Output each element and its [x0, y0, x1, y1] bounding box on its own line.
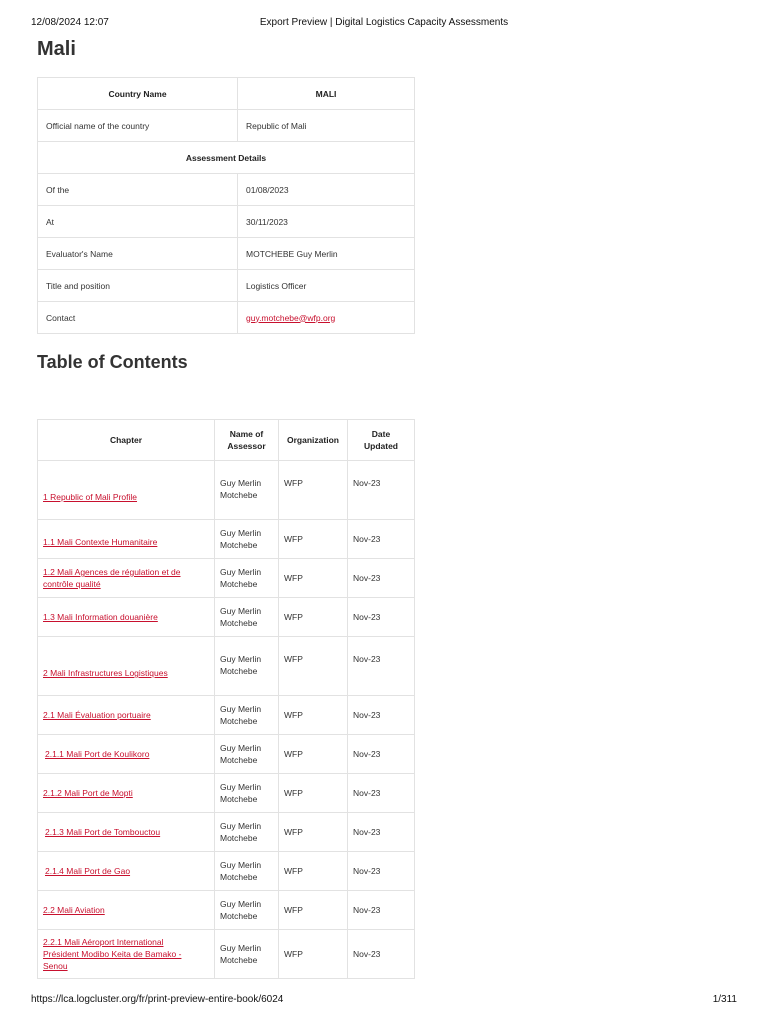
organization-cell: WFP	[279, 852, 348, 891]
chapter-link[interactable]: 2.1.1 Mali Port de Koulikoro	[45, 749, 150, 759]
assessor-line2: Motchebe	[220, 794, 258, 804]
table-row	[38, 206, 415, 238]
assessor-line1: Guy Merlin	[220, 782, 262, 792]
assessor-line2: Motchebe	[220, 716, 258, 726]
assessor-line2: Motchebe	[220, 540, 258, 550]
table-row	[38, 637, 415, 696]
organization-cell: WFP	[279, 637, 348, 696]
chapter-cell	[38, 930, 215, 979]
organization-cell: WFP	[279, 520, 348, 559]
country-name-label: Country Name	[38, 78, 238, 110]
assessor-line1: Guy Merlin	[220, 704, 262, 714]
assessor-line2: Motchebe	[220, 618, 258, 628]
assessor-cell	[215, 891, 279, 930]
table-row	[38, 78, 415, 110]
organization-cell: WFP	[279, 774, 348, 813]
organization-cell: WFP	[279, 696, 348, 735]
organization-cell: WFP	[279, 598, 348, 637]
chapter-cell	[38, 852, 215, 891]
assessor-line1: Guy Merlin	[220, 943, 262, 953]
organization-cell: WFP	[279, 891, 348, 930]
chapter-line2: contrôle qualité	[43, 579, 101, 589]
organization-cell: WFP	[279, 813, 348, 852]
organization-cell: WFP	[279, 930, 348, 979]
print-datetime: 12/08/2024 12:07	[31, 17, 109, 28]
date-cell: Nov-23	[348, 559, 415, 598]
start-date-value: 01/08/2023	[238, 174, 415, 206]
contact-cell	[238, 302, 415, 334]
assessor-cell	[215, 813, 279, 852]
chapter-link[interactable]: 2.1.4 Mali Port de Gao	[45, 866, 131, 876]
date-cell: Nov-23	[348, 852, 415, 891]
table-row	[38, 238, 415, 270]
date-cell: Nov-23	[348, 774, 415, 813]
contact-label: Contact	[38, 302, 238, 334]
assessor-cell	[215, 735, 279, 774]
assessor-line1: Guy Merlin	[220, 899, 262, 909]
country-name-value: MALI	[238, 78, 415, 110]
table-row	[38, 110, 415, 142]
country-title: Mali	[37, 38, 76, 60]
table-row	[38, 598, 415, 637]
table-row	[38, 520, 415, 559]
assessor-line1: Guy Merlin	[220, 821, 262, 831]
table-row	[38, 813, 415, 852]
chapter-cell	[38, 559, 215, 598]
chapter-link[interactable]: 1.1 Mali Contexte Humanitaire	[43, 537, 158, 547]
chapter-link[interactable]: 2.1.2 Mali Port de Mopti	[43, 788, 133, 798]
assessor-cell	[215, 930, 279, 979]
toc-title: Table of Contents	[37, 352, 188, 372]
date-cell: Nov-23	[348, 696, 415, 735]
end-date-label: At	[38, 206, 238, 238]
chapter-header: Chapter	[38, 420, 215, 461]
print-page-title: Export Preview | Digital Logistics Capacity Assessments	[259, 17, 509, 28]
assessor-line2: Motchebe	[220, 955, 258, 965]
title-position-label: Title and position	[38, 270, 238, 302]
date-cell: Nov-23	[348, 930, 415, 979]
title-position-value: Logistics Officer	[238, 270, 415, 302]
country-details-table	[37, 77, 415, 334]
table-row	[38, 142, 415, 174]
table-row	[38, 735, 415, 774]
chapter-link[interactable]: 1.3 Mali Information douanière	[43, 612, 158, 622]
table-row	[38, 174, 415, 206]
assessor-header	[215, 420, 279, 461]
chapter-link[interactable]	[43, 567, 181, 589]
chapter-cell	[38, 520, 215, 559]
date-header-line1: Date	[371, 429, 391, 439]
chapter-cell	[38, 696, 215, 735]
end-date-value: 30/11/2023	[238, 206, 415, 238]
chapter-link[interactable]: 2.1.3 Mali Port de Tombouctou	[45, 827, 161, 837]
date-cell: Nov-23	[348, 735, 415, 774]
official-name-value: Republic of Mali	[238, 110, 415, 142]
chapter-cell	[38, 637, 215, 696]
table-row	[38, 302, 415, 334]
assessor-cell	[215, 696, 279, 735]
chapter-line3: Senou	[43, 961, 68, 971]
table-row	[38, 461, 415, 520]
table-row	[38, 559, 415, 598]
assessor-line2: Motchebe	[220, 872, 258, 882]
assessor-header-line1: Name of	[229, 429, 264, 439]
contact-email-link[interactable]: guy.motchebe@wfp.org	[246, 312, 336, 323]
assessor-line2: Motchebe	[220, 579, 258, 589]
table-row	[38, 891, 415, 930]
date-header	[348, 420, 415, 461]
assessor-header-line2: Assessor	[227, 441, 266, 451]
chapter-line1: 2.2.1 Mali Aéroport International	[43, 937, 164, 947]
assessor-line2: Motchebe	[220, 666, 258, 676]
evaluator-name-value: MOTCHEBE Guy Merlin	[238, 238, 415, 270]
print-footer	[31, 994, 737, 1008]
assessor-cell	[215, 774, 279, 813]
assessor-line1: Guy Merlin	[220, 743, 262, 753]
start-date-label: Of the	[38, 174, 238, 206]
chapter-cell	[38, 813, 215, 852]
date-cell: Nov-23	[348, 520, 415, 559]
organization-header: Organization	[279, 420, 348, 461]
assessor-line2: Motchebe	[220, 833, 258, 843]
assessment-details-heading: Assessment Details	[38, 142, 415, 174]
assessor-line1: Guy Merlin	[220, 606, 262, 616]
official-name-label: Official name of the country	[38, 110, 238, 142]
chapter-cell	[38, 461, 215, 520]
assessor-cell	[215, 559, 279, 598]
assessor-line1: Guy Merlin	[220, 860, 262, 870]
table-row	[38, 270, 415, 302]
chapter-cell	[38, 598, 215, 637]
evaluator-name-label: Evaluator's Name	[38, 238, 238, 270]
chapter-cell	[38, 774, 215, 813]
toc-table	[37, 419, 415, 979]
date-cell: Nov-23	[348, 637, 415, 696]
date-cell: Nov-23	[348, 813, 415, 852]
date-cell: Nov-23	[348, 598, 415, 637]
date-cell: Nov-23	[348, 891, 415, 930]
organization-cell: WFP	[279, 735, 348, 774]
table-row	[38, 930, 415, 979]
chapter-cell	[38, 891, 215, 930]
chapter-line2: Président Modibo Keita de Bamako -	[43, 949, 182, 959]
organization-cell: WFP	[279, 461, 348, 520]
assessor-cell	[215, 637, 279, 696]
chapter-link[interactable]: 2.1 Mali Évaluation portuaire	[43, 710, 151, 720]
organization-cell: WFP	[279, 559, 348, 598]
chapter-link[interactable]: 2 Mali Infrastructures Logistiques	[43, 668, 168, 678]
assessor-line2: Motchebe	[220, 490, 258, 500]
assessor-line2: Motchebe	[220, 755, 258, 765]
chapter-link[interactable]	[43, 937, 181, 971]
assessor-cell	[215, 461, 279, 520]
assessor-line1: Guy Merlin	[220, 478, 262, 488]
page-url: https://lca.logcluster.org/fr/print-preview-entire-book/6024	[31, 994, 284, 1005]
toc-header-row	[38, 420, 415, 461]
table-row	[38, 696, 415, 735]
chapter-cell	[38, 735, 215, 774]
table-row	[38, 852, 415, 891]
chapter-line1: 1.2 Mali Agences de régulation et de	[43, 567, 181, 577]
assessor-line1: Guy Merlin	[220, 567, 262, 577]
chapter-link[interactable]: 2.2 Mali Aviation	[43, 905, 105, 915]
page-number: 1/311	[712, 994, 737, 1005]
assessor-cell	[215, 598, 279, 637]
print-header	[31, 17, 737, 31]
assessor-cell	[215, 520, 279, 559]
table-row	[38, 774, 415, 813]
assessor-line2: Motchebe	[220, 911, 258, 921]
date-cell: Nov-23	[348, 461, 415, 520]
assessor-cell	[215, 852, 279, 891]
date-header-line2: Updated	[364, 441, 398, 451]
assessor-line1: Guy Merlin	[220, 528, 262, 538]
chapter-link[interactable]: 1 Republic of Mali Profile	[43, 492, 138, 502]
assessor-line1: Guy Merlin	[220, 654, 262, 664]
